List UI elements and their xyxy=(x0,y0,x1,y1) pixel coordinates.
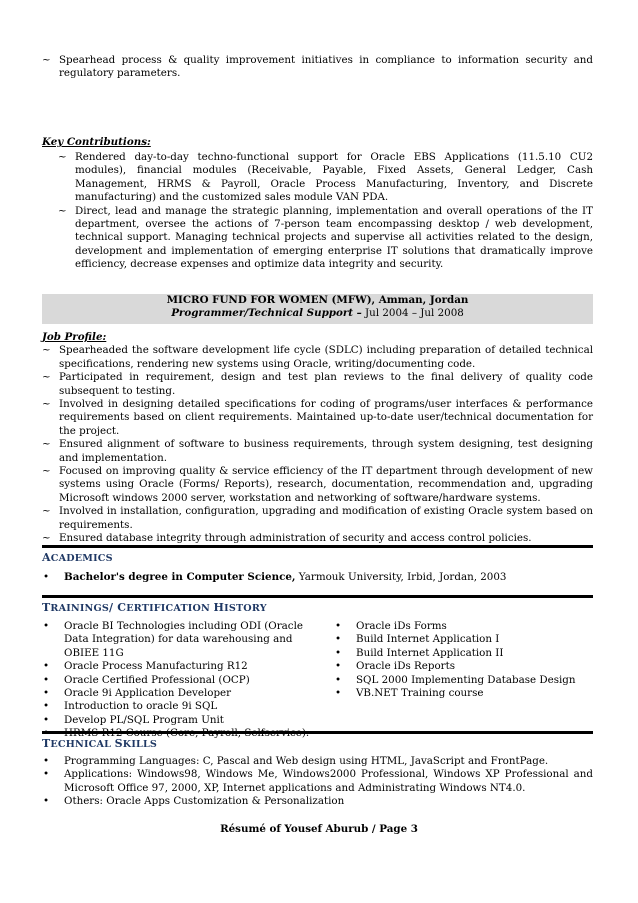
trainings-left-column xyxy=(42,620,317,741)
list-item: • Oracle BI Technologies including ODI (Oracle Data Integration) for data warehousing and OBIEE 11G xyxy=(42,620,317,660)
list-item: • Oracle Certified Professional (OCP) xyxy=(42,674,317,687)
employer-role-line xyxy=(42,307,593,320)
list-item: • Introduction to oracle 9i SQL xyxy=(42,700,317,713)
list-item: ~ Ensured alignment of software to business requirements, through system designing, test designing and implementation. xyxy=(42,438,593,465)
list-item: ~ Direct, lead and manage the strategic planning, implementation and overall operations of the IT department, oversee the actions of 7-person team encompassing desktop / web development, technical support. Managing technical projects and supervise all activities related to the design, development and implementation of emerging enterprise IT solutions that dramatically improve efficiency, decrease expenses and optimize data integrity and security. xyxy=(58,205,593,272)
technical-skills-list xyxy=(42,755,593,809)
academics-list xyxy=(42,571,593,584)
list-item: • Build Internet Application I xyxy=(334,633,594,646)
employer-banner xyxy=(42,294,593,324)
trainings-title: TRAININGS/ CERTIFICATION HISTORY xyxy=(42,601,267,614)
list-item: ~ Spearheaded the software development life cycle (SDLC) including preparation of detailed technical specifications, rendering new systems using Oracle, writing/documenting code. xyxy=(42,344,593,371)
trainings-right-column xyxy=(334,620,594,700)
list-item xyxy=(42,571,593,584)
academics-title: ACADEMICS xyxy=(42,551,113,564)
list-item: • SQL 2000 Implementing Database Design xyxy=(334,674,594,687)
list-item: ~ Ensured database integrity through administration of security and access control policies. xyxy=(42,532,593,545)
list-item: • Oracle iDs Reports xyxy=(334,660,594,673)
degree: Bachelor's degree in Computer Science, xyxy=(64,571,296,583)
list-item: ~ Involved in designing detailed specifications for coding of programs/user interfaces & performance requirements based on client requirements. Maintained up-to-date user/technical documentation for the project. xyxy=(42,398,593,438)
job-profile xyxy=(42,331,593,546)
key-contributions-title: Key Contributions: xyxy=(42,136,151,148)
list-item: • Programming Languages: C, Pascal and Web design using HTML, JavaScript and FrontPage. xyxy=(42,755,593,768)
section-divider xyxy=(42,731,593,734)
job-profile-title: Job Profile: xyxy=(42,331,107,343)
page-footer: Résumé of Yousef Aburub / Page 3 xyxy=(220,823,418,835)
list-item: • Develop PL/SQL Program Unit xyxy=(42,714,317,727)
key-contributions-heading xyxy=(42,136,593,149)
list-item: ~ Rendered day-to-day techno-functional support for Oracle EBS Applications (11.5.10 CU2 modules), financial modules (Receivable, Payable, Fixed Assets, General Ledger, Cash Management, HRMS & Payroll, Oracle Process Manufacturing, Inventory, and Discrete manufacturing) and the customized sales module VAN PDA. xyxy=(58,151,593,205)
technical-skills-title: TECHNICAL SKILLS xyxy=(42,737,158,750)
list-item: • Oracle 9i Application Developer xyxy=(42,687,317,700)
list-item: • Others: Oracle Apps Customization & Personalization xyxy=(42,795,593,808)
section-divider xyxy=(42,545,593,548)
section-divider xyxy=(42,595,593,598)
school: Yarmouk University, Irbid, Jordan, 2003 xyxy=(295,571,507,583)
list-item: ~ Spearhead process & quality improvement initiatives in compliance to information security and regulatory parameters. xyxy=(42,54,593,81)
list-item: • VB.NET Training course xyxy=(334,687,594,700)
employer-period: Jul 2004 – Jul 2008 xyxy=(361,307,464,320)
list-item: ~ Participated in requirement, design and test plan reviews to the final delivery of quality code subsequent to testing. xyxy=(42,371,593,398)
list-item: ~ Focused on improving quality & service efficiency of the IT department through development of new systems using Oracle (Forms/ Reports), research, documentation, recommendation and, upgrading Microsoft windows 2000 server, workstation and networking of software/hardware systems. xyxy=(42,465,593,505)
list-item: • Oracle Process Manufacturing R12 xyxy=(42,660,317,673)
list-item: • Applications: Windows98, Windows Me, Windows2000 Professional, Windows XP Professional and Microsoft Office 97, 2000, XP, Internet applications and Administrating Windows NT4.0. xyxy=(42,768,593,795)
list-item: • Build Internet Application II xyxy=(334,647,594,660)
list-item: ~ Involved in installation, configuration, upgrading and modification of existing Oracle system based on requirements. xyxy=(42,505,593,532)
key-contributions-list xyxy=(58,151,593,272)
top-bullets xyxy=(42,54,593,81)
employer-name: MICRO FUND FOR WOMEN (MFW), Amman, Jordan xyxy=(166,294,469,306)
employer-role: Programmer/Technical Support – xyxy=(171,307,362,320)
list-item: • Oracle iDs Forms xyxy=(334,620,594,633)
